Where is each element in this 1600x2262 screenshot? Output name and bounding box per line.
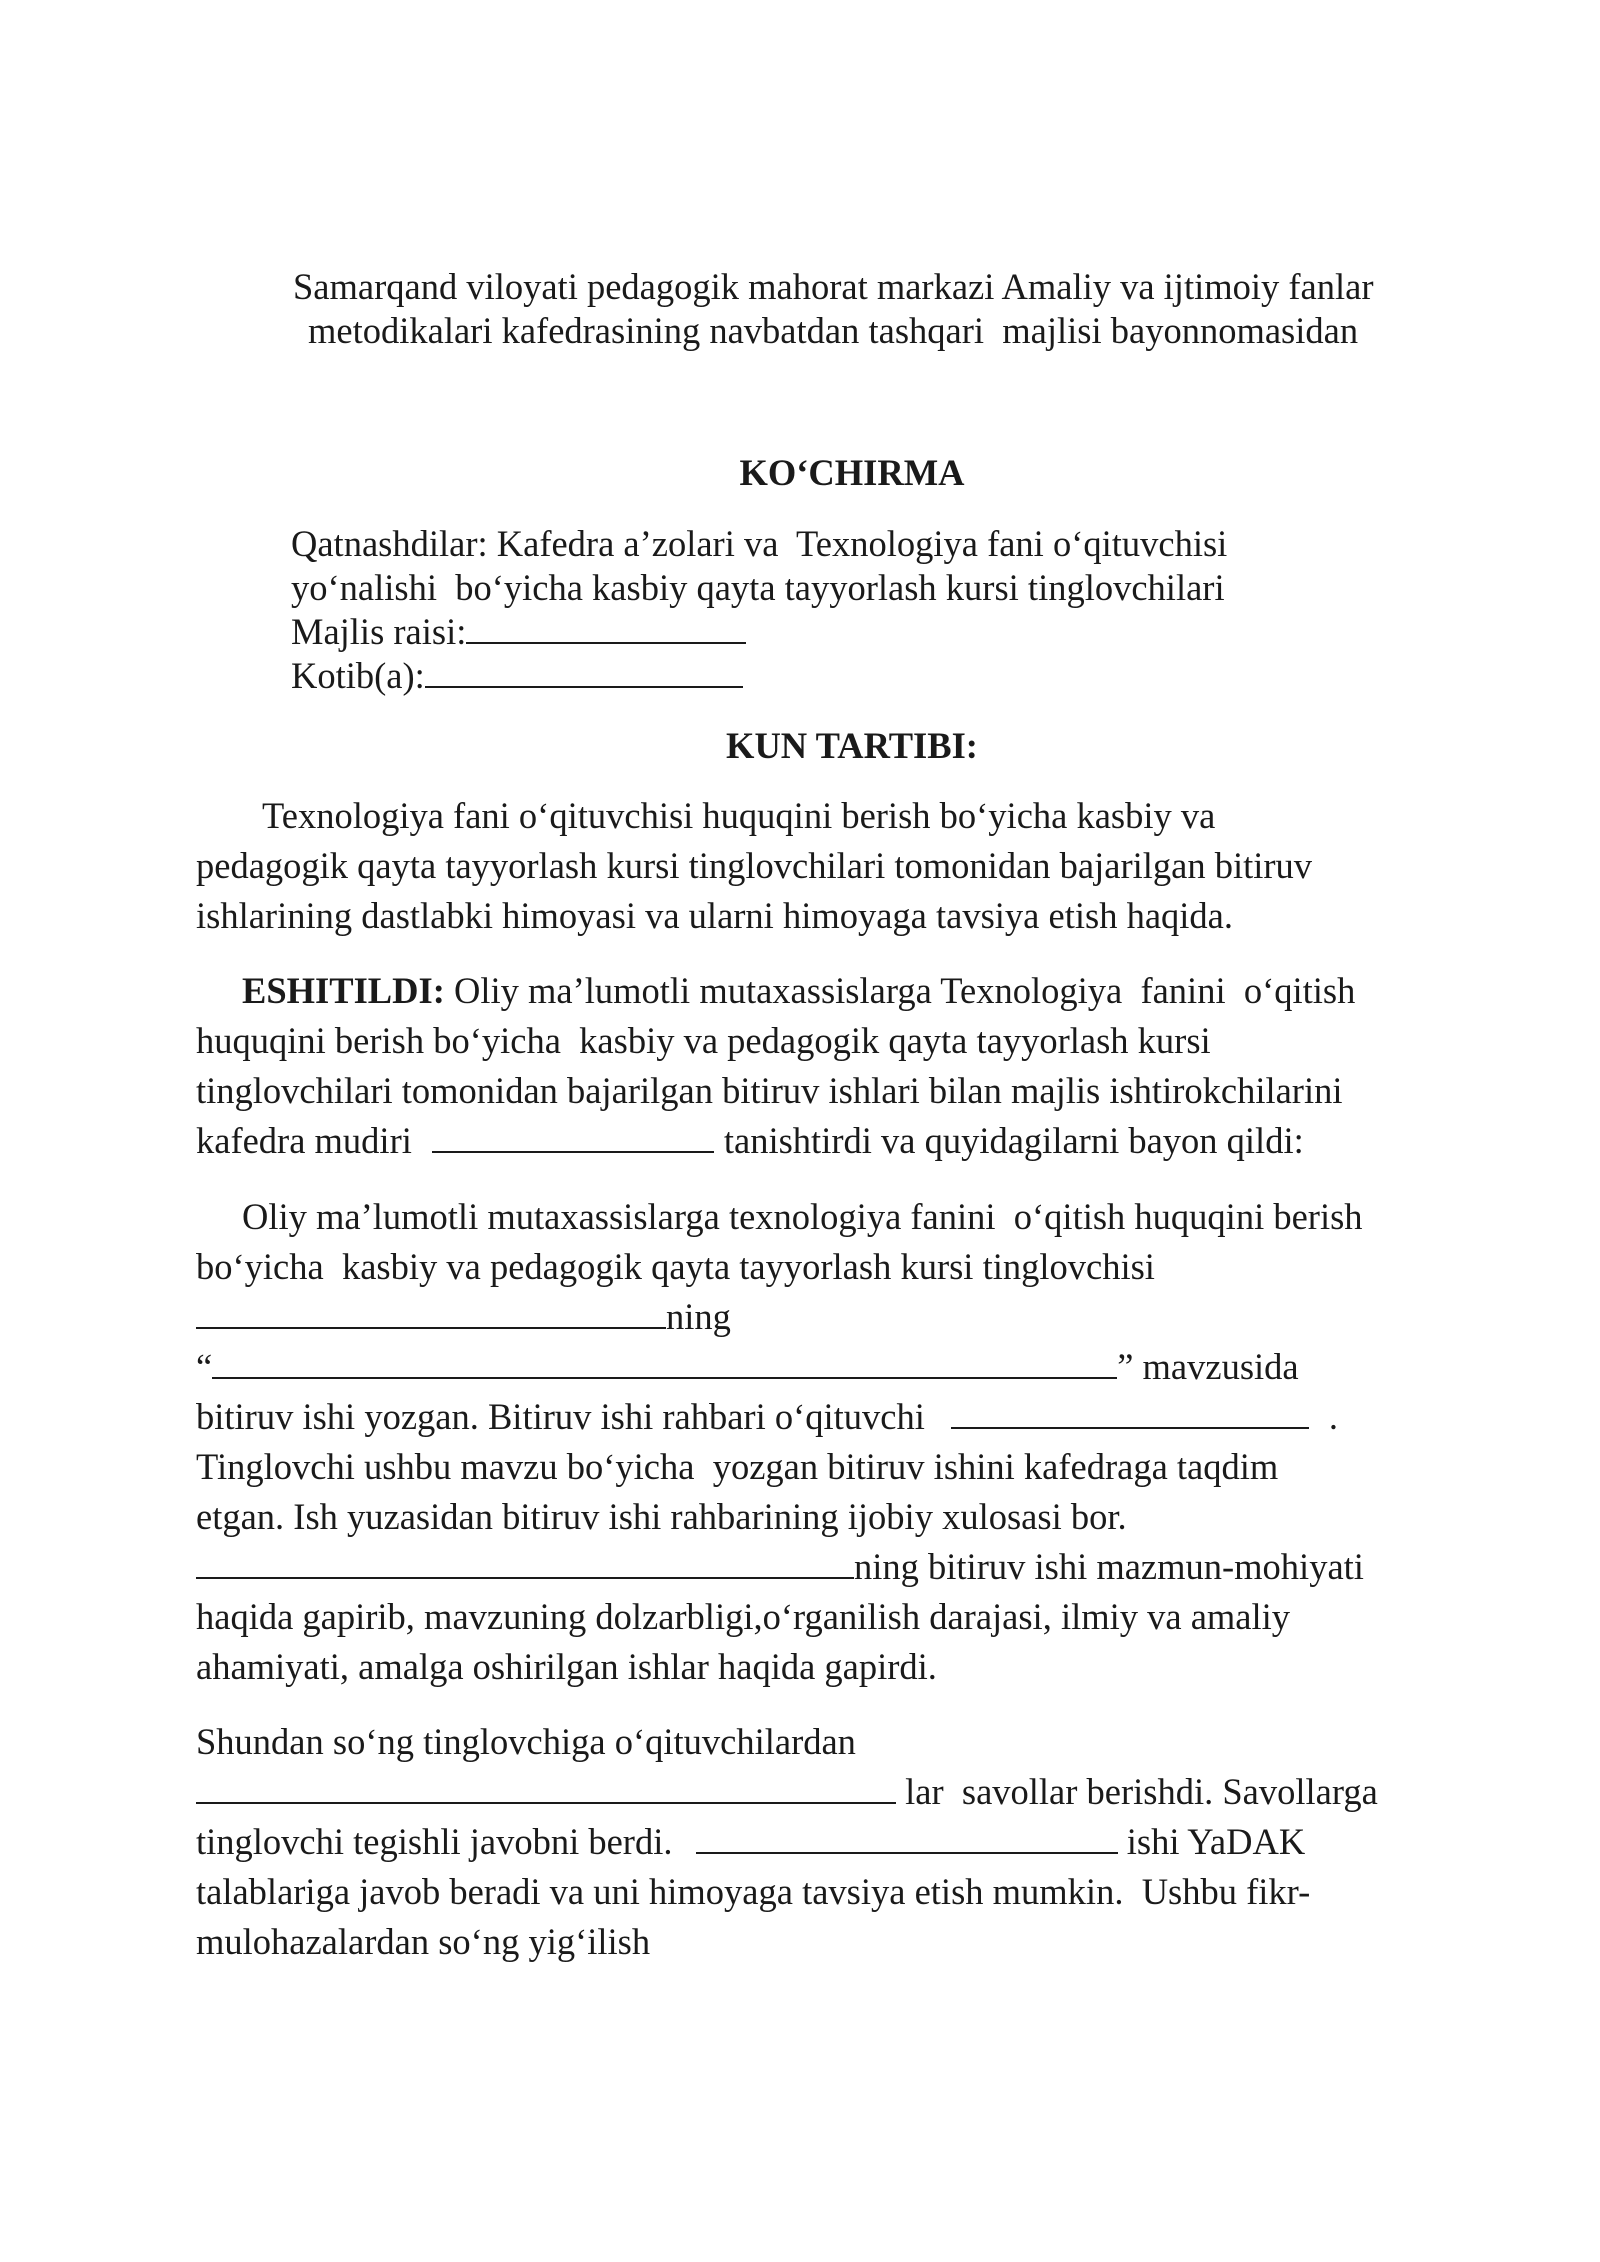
agenda-heading: KUN TARTIBI:: [726, 725, 978, 766]
conclusion-line-4: talablariga javob beradi va uni himoyaga tavsiya etish mumkin. Ushbu fikr-: [196, 1871, 1311, 1912]
body-line-2: bo‘yicha kasbiy va pedagogik qayta tayyorlash kursi tinglovchisi: [196, 1246, 1155, 1287]
conclusion-line-1: Shundan so‘ng tinglovchiga o‘qituvchilardan: [196, 1721, 856, 1762]
body-line-3: [196, 1292, 731, 1342]
body-line-10: ahamiyati, amalga oshirilgan ishlar haqida gapirdi.: [196, 1646, 937, 1687]
body-line-5-a: bitiruv ishi yozgan. Bitiruv ishi rahbari o‘qituvchi: [196, 1396, 925, 1437]
body-line-9: haqida gapirib, mavzuning dolzarbligi,o‘rganilish darajasi, ilmiy va amaliy: [196, 1596, 1291, 1637]
quote-open: “: [196, 1346, 213, 1387]
speaker-name-blank: [196, 1543, 854, 1579]
participants-line-1: Qatnashdilar: Kafedra a’zolari va Texnologiya fani o‘qituvchisi: [291, 523, 1228, 564]
secretary-line: [291, 651, 743, 701]
work-owner-blank: [696, 1818, 1118, 1854]
header-line-2: metodikalari kafedrasining navbatdan tashqari majlisi bayonnomasidan: [308, 310, 1359, 351]
body-line-7: etgan. Ish yuzasidan bitiruv ishi rahbarining ijobiy xulosasi bor.: [196, 1496, 1127, 1537]
secretary-label: Kotib(a):: [291, 655, 425, 696]
body-line-5: [196, 1392, 1338, 1442]
conclusion-line-2-suffix: lar savollar berishdi. Savollarga: [896, 1771, 1378, 1812]
heard-label: ESHITILDI:: [242, 970, 445, 1011]
chair-line: [291, 607, 746, 657]
heard-line-4: [196, 1116, 1304, 1166]
questioners-blank: [196, 1768, 896, 1804]
agenda-line-1: Texnologiya fani o‘qituvchisi huquqini berish bo‘yicha kasbiy va: [262, 795, 1216, 836]
body-line-8-suffix: ning bitiruv ishi mazmun-mohiyati: [854, 1546, 1364, 1587]
participants-line-2: yo‘nalishi bo‘yicha kasbiy qayta tayyorlash kursi tinglovchilari: [291, 567, 1225, 608]
body-line-5-b: .: [1328, 1396, 1339, 1437]
topic-blank: [212, 1343, 1117, 1379]
heard-line-1-text: Oliy ma’lumotli mutaxassislarga Texnologiya fanini o‘qitish: [444, 970, 1356, 1011]
body-line-4-suffix: ” mavzusida: [1117, 1346, 1299, 1387]
body-line-4: [196, 1342, 1299, 1392]
trainee-name-blank: [196, 1293, 666, 1329]
heard-line-1: [242, 966, 1355, 1016]
document-title: KO‘CHIRMA: [739, 452, 965, 493]
conclusion-line-3-b: ishi YaDAK: [1117, 1821, 1306, 1862]
heard-line-4-b: tanishtirdi va quyidagilarni bayon qildi:: [723, 1120, 1304, 1161]
supervisor-blank: [951, 1393, 1309, 1429]
head-of-department-blank: [432, 1117, 714, 1153]
heard-line-4-a: kafedra mudiri: [196, 1120, 412, 1161]
chair-blank: [466, 608, 746, 644]
body-line-8: [196, 1542, 1364, 1592]
heard-line-2: huquqini berish bo‘yicha kasbiy va pedagogik qayta tayyorlash kursi: [196, 1020, 1211, 1061]
body-line-1: Oliy ma’lumotli mutaxassislarga texnologiya fanini o‘qitish huquqini berish: [242, 1196, 1363, 1237]
secretary-blank: [425, 652, 743, 688]
conclusion-line-5: mulohazalardan so‘ng yig‘ilish: [196, 1921, 651, 1962]
chair-label: Majlis raisi:: [291, 611, 467, 652]
heard-line-3: tinglovchilari tomonidan bajarilgan bitiruv ishlari bilan majlis ishtirokchilarini: [196, 1070, 1343, 1111]
conclusion-line-3: [196, 1817, 1305, 1867]
conclusion-line-2: [196, 1767, 1378, 1817]
agenda-line-2: pedagogik qayta tayyorlash kursi tinglovchilari tomonidan bajarilgan bitiruv: [196, 845, 1313, 886]
agenda-line-3: ishlarining dastlabki himoyasi va ularni himoyaga tavsiya etish haqida.: [196, 895, 1233, 936]
conclusion-line-3-a: tinglovchi tegishli javobni berdi.: [196, 1821, 682, 1862]
body-line-3-suffix: ning: [666, 1296, 731, 1337]
header-line-1: Samarqand viloyati pedagogik mahorat markazi Amaliy va ijtimoiy fanlar: [293, 266, 1374, 307]
body-line-6: Tinglovchi ushbu mavzu bo‘yicha yozgan bitiruv ishini kafedraga taqdim: [196, 1446, 1279, 1487]
